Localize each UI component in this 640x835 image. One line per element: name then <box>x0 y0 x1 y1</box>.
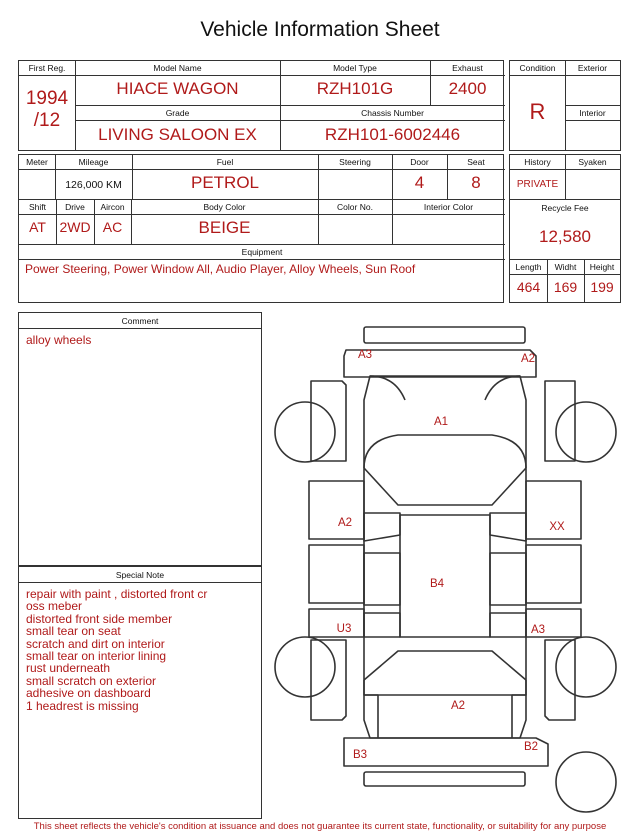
model-type-label: Model Type <box>333 63 377 73</box>
right-front-window <box>490 513 526 541</box>
wheel-front-right <box>556 402 616 462</box>
mileage-label: Mileage <box>78 157 109 167</box>
page-title: Vehicle Information Sheet <box>200 18 440 41</box>
special-note-item: small scratch on exterior <box>26 673 157 688</box>
seat-value: 8 <box>471 173 481 192</box>
wheel-rear-left <box>275 637 335 697</box>
comment-text: alloy wheels <box>26 333 92 347</box>
door-label: Door <box>410 157 429 167</box>
aircon-label: Aircon <box>100 202 125 212</box>
shift-value: AT <box>29 219 46 235</box>
rear-window-bottom <box>364 680 526 695</box>
width-label: Widht <box>554 262 577 272</box>
special-note-item: distorted front side member <box>26 611 173 626</box>
damage-left-front-door: A2 <box>337 517 353 529</box>
drive-label: Drive <box>65 202 85 212</box>
special-note-item: scratch and dirt on interior <box>26 636 165 651</box>
special-note-item: rust underneath <box>26 661 111 676</box>
syaken-label: Syaken <box>578 157 607 167</box>
length-value: 464 <box>516 279 541 295</box>
damage-left-rear-quarter: U3 <box>336 623 352 635</box>
special-note-item: 1 headrest is missing <box>26 698 139 713</box>
exterior-label: Exterior <box>577 63 608 73</box>
damage-hood: A1 <box>433 416 449 428</box>
right-mid-window <box>490 553 526 605</box>
tail-lamp-right <box>512 695 526 738</box>
comment-box <box>18 312 262 566</box>
damage-rear-gate: A2 <box>450 700 466 712</box>
front-bumper-bar <box>364 327 525 343</box>
steering-label: Steering <box>339 157 371 167</box>
left-rear-window <box>364 613 400 637</box>
damage-right-front-door: XX <box>549 521 565 533</box>
chassis-number-label: Chassis Number <box>361 108 424 118</box>
mileage-value: 126,000 KM <box>65 179 122 191</box>
recycle-fee-label: Recycle Fee <box>541 203 589 213</box>
condition-label: Condition <box>519 63 556 73</box>
grade-label: Grade <box>165 108 190 118</box>
damage-front-right: A2 <box>520 353 536 365</box>
damage-rear-right: B2 <box>523 741 539 753</box>
tail-lamp-left <box>364 695 378 738</box>
basic-info-table <box>18 60 504 151</box>
front-right-fender <box>545 381 575 461</box>
special-note-item: repair with paint , distorted front cr <box>26 587 208 601</box>
door-value: 4 <box>414 173 425 192</box>
exhaust-value: 2400 <box>448 79 487 98</box>
height-value: 199 <box>590 279 614 295</box>
headlight-right <box>485 376 520 400</box>
rear-bumper-bar <box>364 772 525 786</box>
damage-rear-left: B3 <box>352 749 368 761</box>
equipment-label: Equipment <box>241 247 283 257</box>
right-rear-window <box>490 613 526 637</box>
rear-window-top <box>364 651 526 680</box>
headlight-left <box>370 376 405 400</box>
model-name-label: Model Name <box>153 63 202 73</box>
equipment-value: Power Steering, Power Window All, Audio Player, Alloy Wheels, Sun Roof <box>25 262 416 276</box>
history-value: PRIVATE <box>516 179 559 190</box>
special-note-item: oss meber <box>26 599 83 614</box>
special-note-item: small tear on seat <box>26 624 121 639</box>
left-front-door <box>309 481 364 539</box>
first-reg-year: 1994 <box>25 88 69 109</box>
aircon-value: AC <box>102 219 123 235</box>
left-mid-window <box>364 553 400 605</box>
interior-color-label: Interior Color <box>423 202 474 212</box>
left-mid-door <box>309 545 364 603</box>
disclaimer-footer: This sheet reflects the vehicle's condition at issuance and does not guarantee its current state, functionality, or suitability for any purpose <box>33 821 607 832</box>
special-note-list <box>26 588 258 712</box>
recycle-fee-value: 12,580 <box>539 227 591 246</box>
history-label: History <box>524 157 551 167</box>
left-front-window <box>364 513 400 541</box>
windshield <box>364 435 526 468</box>
wheel-rear-right <box>556 637 616 697</box>
interior-label: Interior <box>579 108 606 118</box>
special-note-box <box>18 566 262 819</box>
body-color-value: BEIGE <box>198 218 251 237</box>
exhaust-label: Exhaust <box>452 63 483 73</box>
height-label: Height <box>589 262 615 272</box>
cowl <box>364 468 526 505</box>
shift-label: Shift <box>28 202 46 212</box>
special-note-item: adhesive on dashboard <box>26 686 151 701</box>
special-note-item: small tear on interior lining <box>26 649 167 664</box>
condition-value: R <box>529 99 546 124</box>
rear-left-fender <box>311 640 346 720</box>
damage-front-left: A3 <box>357 349 373 361</box>
front-bumper <box>344 350 536 377</box>
damage-right-rear-quarter: A3 <box>530 624 546 636</box>
first-reg-month: /12 <box>33 110 61 131</box>
front-left-fender <box>311 381 346 461</box>
roof <box>400 515 490 637</box>
special-note-label: Special Note <box>115 570 165 580</box>
color-no-label: Color No. <box>337 202 373 212</box>
body-color-label: Body Color <box>203 202 246 212</box>
vehicle-damage-diagram <box>270 318 630 820</box>
comment-label: Comment <box>121 316 159 326</box>
fuel-label: Fuel <box>216 157 234 167</box>
model-name-value: HIACE WAGON <box>116 79 239 98</box>
model-type-value: RZH101G <box>316 79 394 98</box>
seat-label: Seat <box>467 157 485 167</box>
right-mid-door <box>526 545 581 603</box>
width-value: 169 <box>553 279 578 295</box>
first-reg-label: First Reg. <box>28 63 66 73</box>
spare-wheel <box>556 752 616 812</box>
wheel-front-left <box>275 402 335 462</box>
damage-roof: B4 <box>429 578 445 590</box>
rear-bumper <box>344 738 548 766</box>
spec-table <box>18 154 504 303</box>
fuel-value: PETROL <box>190 173 260 192</box>
length-label: Length <box>515 262 542 272</box>
grade-value: LIVING SALOON EX <box>98 125 257 144</box>
meter-label: Meter <box>26 157 48 167</box>
chassis-number-value: RZH101-6002446 <box>324 125 461 144</box>
history-table <box>509 154 621 303</box>
drive-value: 2WD <box>59 219 91 235</box>
body-outline <box>364 376 526 738</box>
condition-table <box>509 60 621 151</box>
